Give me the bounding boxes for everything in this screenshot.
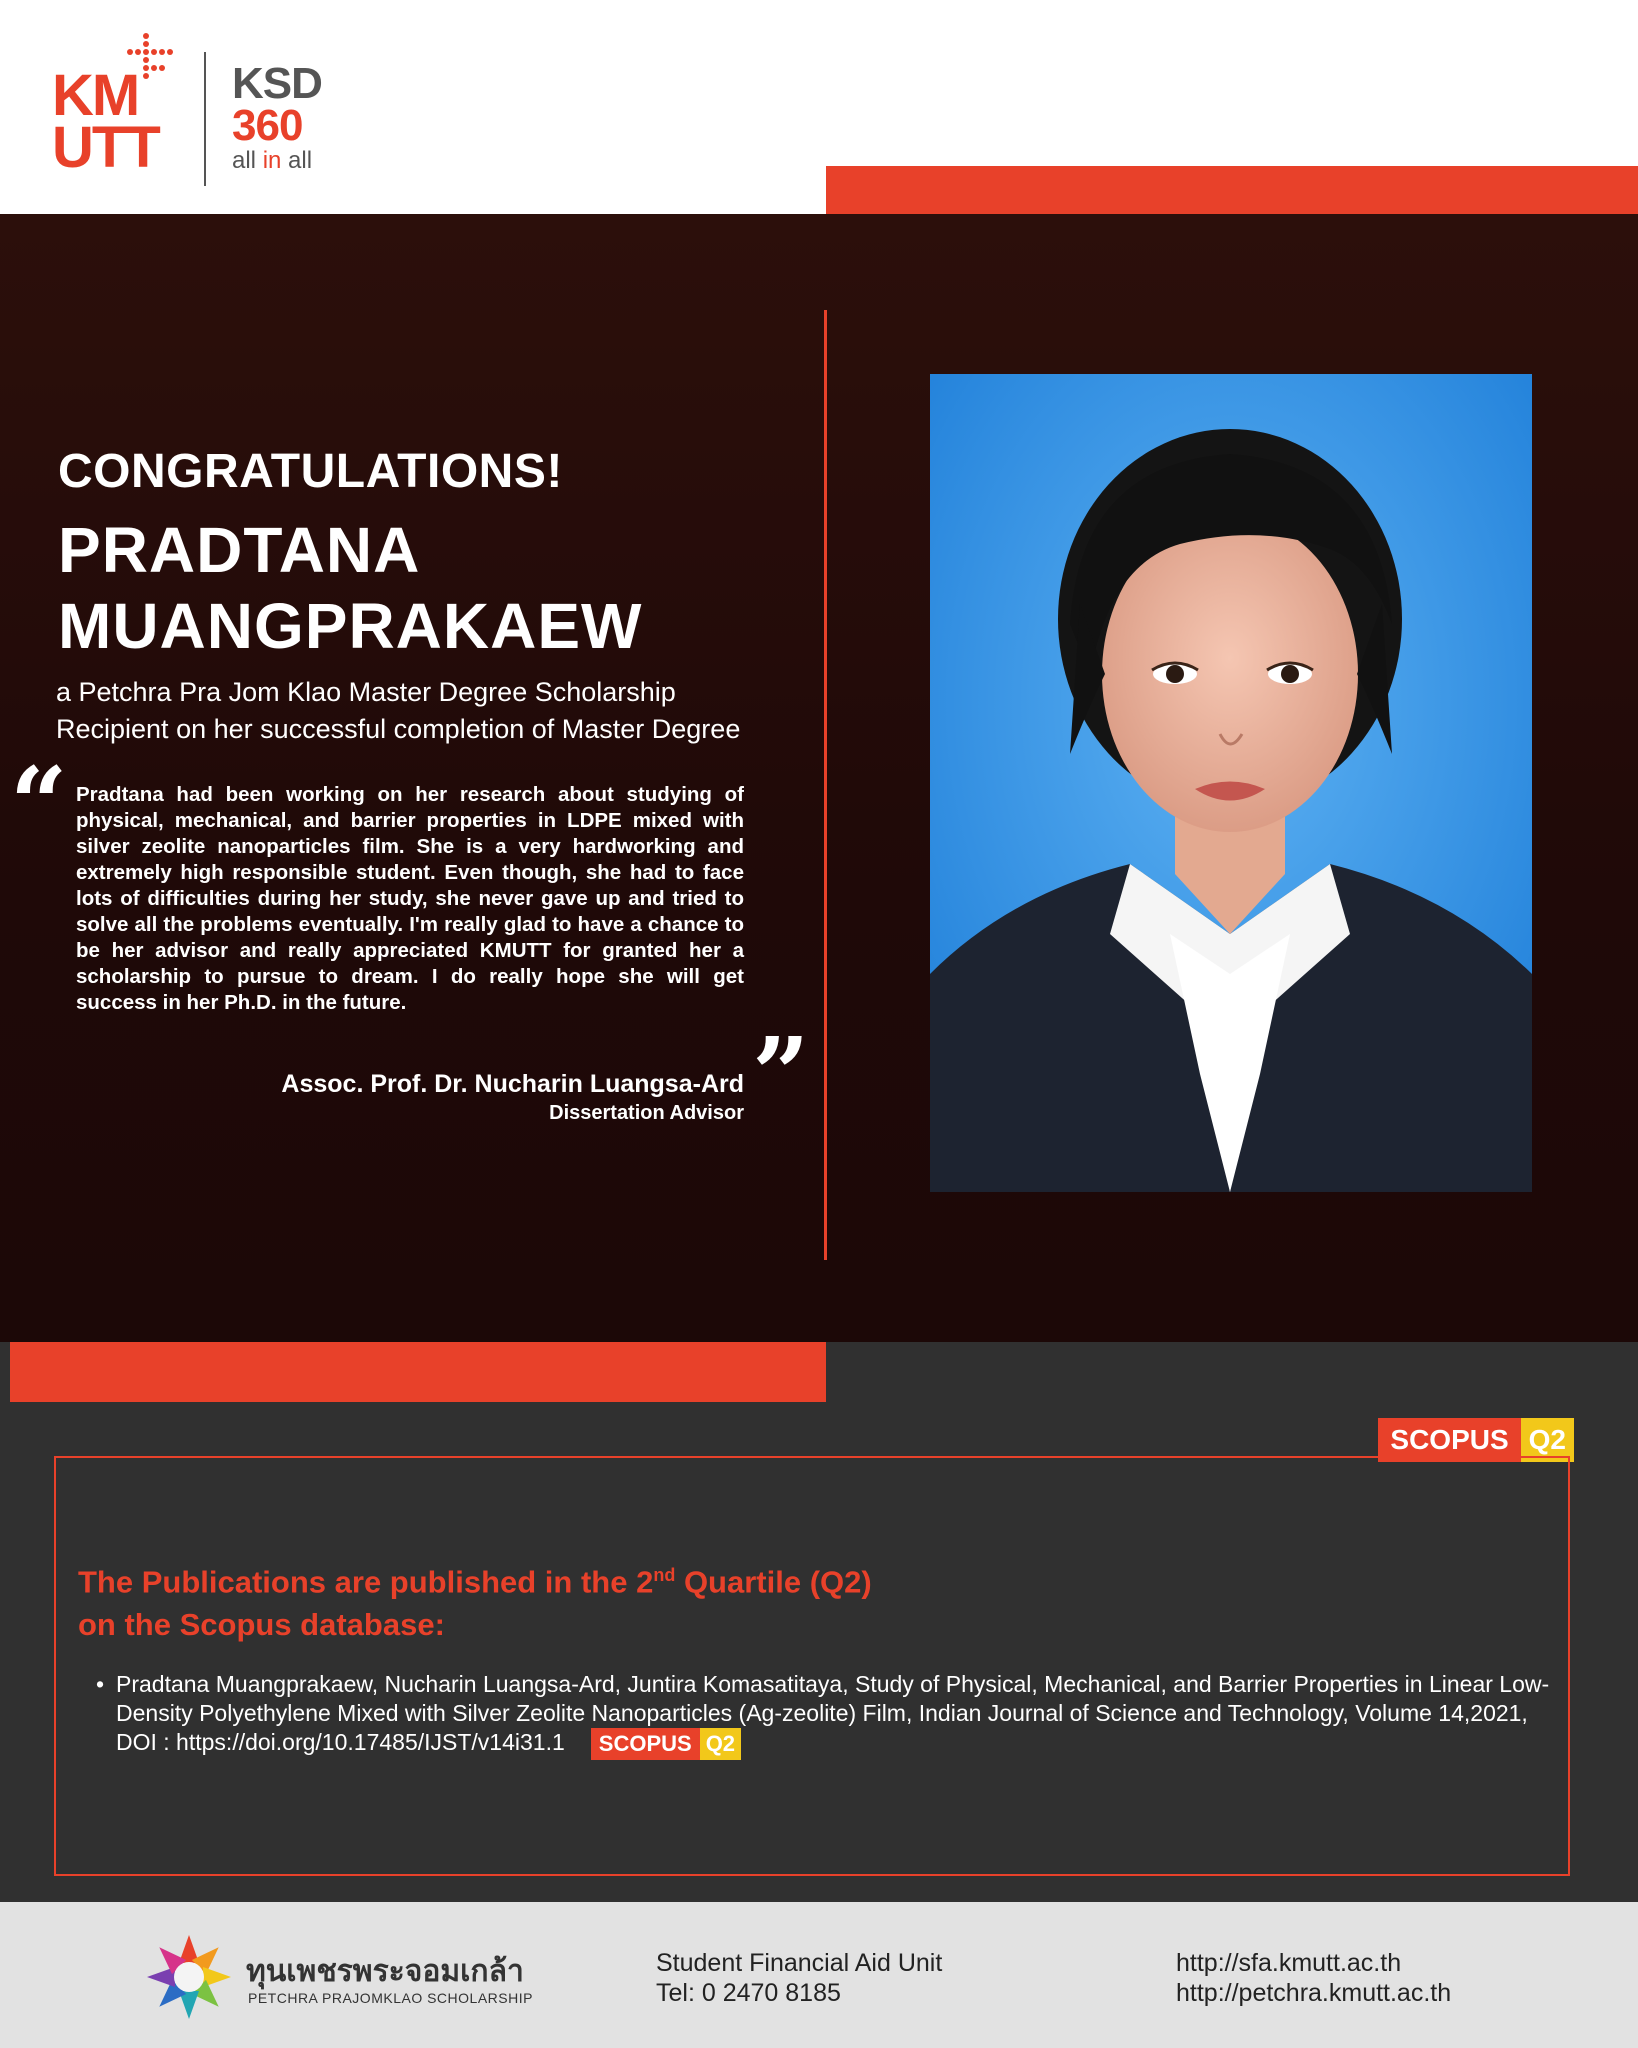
lower-accent-bar <box>10 1342 826 1402</box>
petchra-english-name: PETCHRA PRAJOMKLAO SCHOLARSHIP <box>248 1990 533 2006</box>
heading-line2: on the Scopus database: <box>78 1607 445 1643</box>
footer-links <box>1176 1948 1451 2008</box>
contact-unit <box>656 1948 942 2008</box>
publications-box <box>54 1456 1570 1876</box>
kmutt-logo-line1: KM <box>52 63 139 128</box>
advisor-name: Assoc. Prof. Dr. Nucharin Luangsa-Ard <box>281 1070 744 1098</box>
hero-section <box>0 214 1638 1342</box>
petchra-thai-name: ทุนเพชรพระจอมเกล้า <box>246 1955 524 1988</box>
ksd-logo-tagline <box>232 146 322 176</box>
recipient-first-name: PRADTANA <box>58 514 421 586</box>
logo-divider <box>204 52 206 186</box>
advisor-role: Dissertation Advisor <box>549 1102 744 1124</box>
inline-scopus-label: SCOPUS <box>591 1728 700 1760</box>
publication-item <box>96 1670 1566 1760</box>
subtitle-line1: a Petchra Pra Jom Klao Master Degree Scholarship <box>56 677 676 707</box>
publications-heading <box>78 1554 1478 1646</box>
portrait-illustration <box>930 374 1532 1192</box>
scopus-q2-inline-badge <box>591 1728 741 1760</box>
footer <box>0 1902 1638 2048</box>
kmutt-logo[interactable] <box>52 30 182 180</box>
ksd-logo-line2: 360 <box>232 101 303 150</box>
publications-section <box>0 1342 1638 1902</box>
unit-name: Student Financial Aid Unit <box>656 1949 943 1977</box>
tagline-accent: in <box>262 147 282 174</box>
ksd-logo-line1: KSD <box>232 59 322 108</box>
tagline-before: all <box>232 147 263 174</box>
tagline-after: all <box>281 147 313 174</box>
header <box>0 0 1638 214</box>
scopus-label: SCOPUS <box>1378 1418 1520 1462</box>
advisor-signature <box>281 1068 744 1126</box>
publication-citation: Pradtana Muangprakaew, Nucharin Luangsa-Ard, Juntira Komasatitaya, Study of Physical, Mechanical, and Barrier Properties in Linear Low-Density Polyethylene Mixed with Silver Zeolite Nanoparticles (Ag-zeolite) Film, Indian Journal of Science and Technology, Volume 14,2021, DOI : https://doi.org/10.17485/IJST/v14i31.1 <box>116 1671 1550 1756</box>
recipient-name <box>58 512 798 664</box>
quote-open-icon: “ <box>10 745 68 863</box>
vertical-divider <box>824 310 827 1260</box>
inline-quartile-label: Q2 <box>700 1728 741 1760</box>
petchra-star-logo-icon[interactable] <box>144 1932 234 2022</box>
quote-close-icon: ” <box>752 1015 810 1133</box>
sfa-link[interactable]: http://sfa.kmutt.ac.th <box>1176 1949 1402 1977</box>
kmutt-logo-line2: UTT <box>52 115 159 180</box>
congratulations-heading: CONGRATULATIONS! <box>58 445 563 498</box>
scholarship-subtitle <box>56 674 816 748</box>
heading-sup: nd <box>653 1565 676 1585</box>
subtitle-line2: Recipient on her successful completion of Master Degree <box>56 714 741 744</box>
publication-list <box>78 1670 1566 1760</box>
heading-part1: The Publications are published in the 2 <box>78 1564 654 1600</box>
heading-part2: Quartile (Q2) <box>675 1564 872 1600</box>
recipient-last-name: MUANGPRAKAEW <box>58 590 643 662</box>
advisor-quote: Pradtana had been working on her research about studying of physical, mechanical, and barrier properties in LDPE mixed with silver zeolite nanoparticles film. She is a very hardworking and extremely high responsible student. Even though, she had to face lots of difficulties during her study, she never gave up and tried to solve all the problems eventually. I'm really glad to have a chance to be her advisor and really appreciated KMUTT for granted her a scholarship to pursue to dream. I do really hope she will get success in her Ph.D. in the future. <box>76 783 744 1014</box>
petchra-link[interactable]: http://petchra.kmutt.ac.th <box>1176 1979 1452 2007</box>
quartile-label: Q2 <box>1521 1418 1574 1462</box>
recipient-photo <box>930 374 1532 1192</box>
ksd360-logo[interactable] <box>232 59 322 176</box>
unit-tel[interactable]: Tel: 0 2470 8185 <box>656 1979 841 2007</box>
